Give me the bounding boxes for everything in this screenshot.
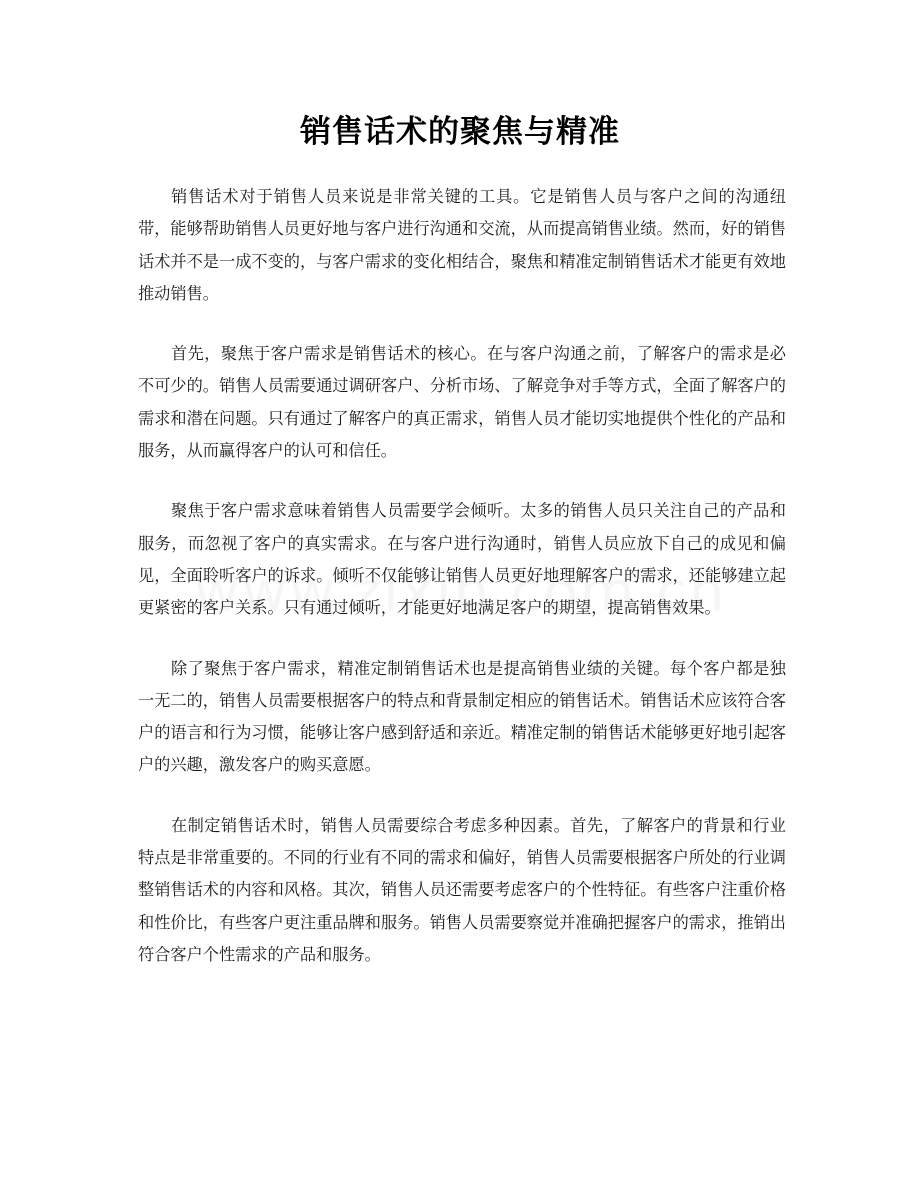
paragraph-4: 除了聚焦于客户需求，精准定制销售话术也是提高销售业绩的关键。每个客户都是独一无二的，销售人员需要根据客户的特点和背景制定相应的销售话术。销售话术应该符合客户的语言和行为习惯，能够让客户感到舒适和亲近。精准定制的销售话术能够更好地引起客户的兴趣，激发客户的购买意愿。 (138, 658, 786, 775)
paragraph-2: 首先，聚焦于客户需求是销售话术的核心。在与客户沟通之前，了解客户的需求是必不可少的。销售人员需要通过调研客户、分析市场、了解竞争对手等方式，全面了解客户的需求和潜在问题。只有通过了解客户的真正需求，销售人员才能切实地提供个性化的产品和服务，从而赢得客户的认可和信任。 (138, 344, 786, 461)
paragraph-1: 销售话术对于销售人员来说是非常关键的工具。它是销售人员与客户之间的沟通纽带，能够帮助销售人员更好地与客户进行沟通和交流，从而提高销售业绩。然而，好的销售话术并不是一成不变的，与客户需求的变化相结合，聚焦和精准定制销售话术才能更有效地推动销售。 (138, 187, 786, 303)
page-title: 销售话术的聚焦与精准 (300, 114, 620, 150)
document-body (138, 181, 786, 999)
paragraph-3: 聚焦于客户需求意味着销售人员需要学会倾听。太多的销售人员只关注自己的产品和服务，而忽视了客户的真实需求。在与客户进行沟通时，销售人员应放下自己的成见和偏见，全面聆听客户的诉求。倾听不仅能够让销售人员更好地理解客户的需求，还能够建立起更紧密的客户关系。只有通过倾听，才能更好地满足客户的期望，提高销售效果。 (138, 501, 786, 618)
paragraph-5: 在制定销售话术时，销售人员需要综合考虑多种因素。首先，了解客户的背景和行业特点是非常重要的。不同的行业有不同的需求和偏好，销售人员需要根据客户所处的行业调整销售话术的内容和风格。其次，销售人员还需要考虑客户的个性特征。有些客户注重价格和性价比，有些客户更注重品牌和服务。销售人员需要察觉并准确把握客户的需求，推销出符合客户个性需求的产品和服务。 (138, 815, 786, 964)
